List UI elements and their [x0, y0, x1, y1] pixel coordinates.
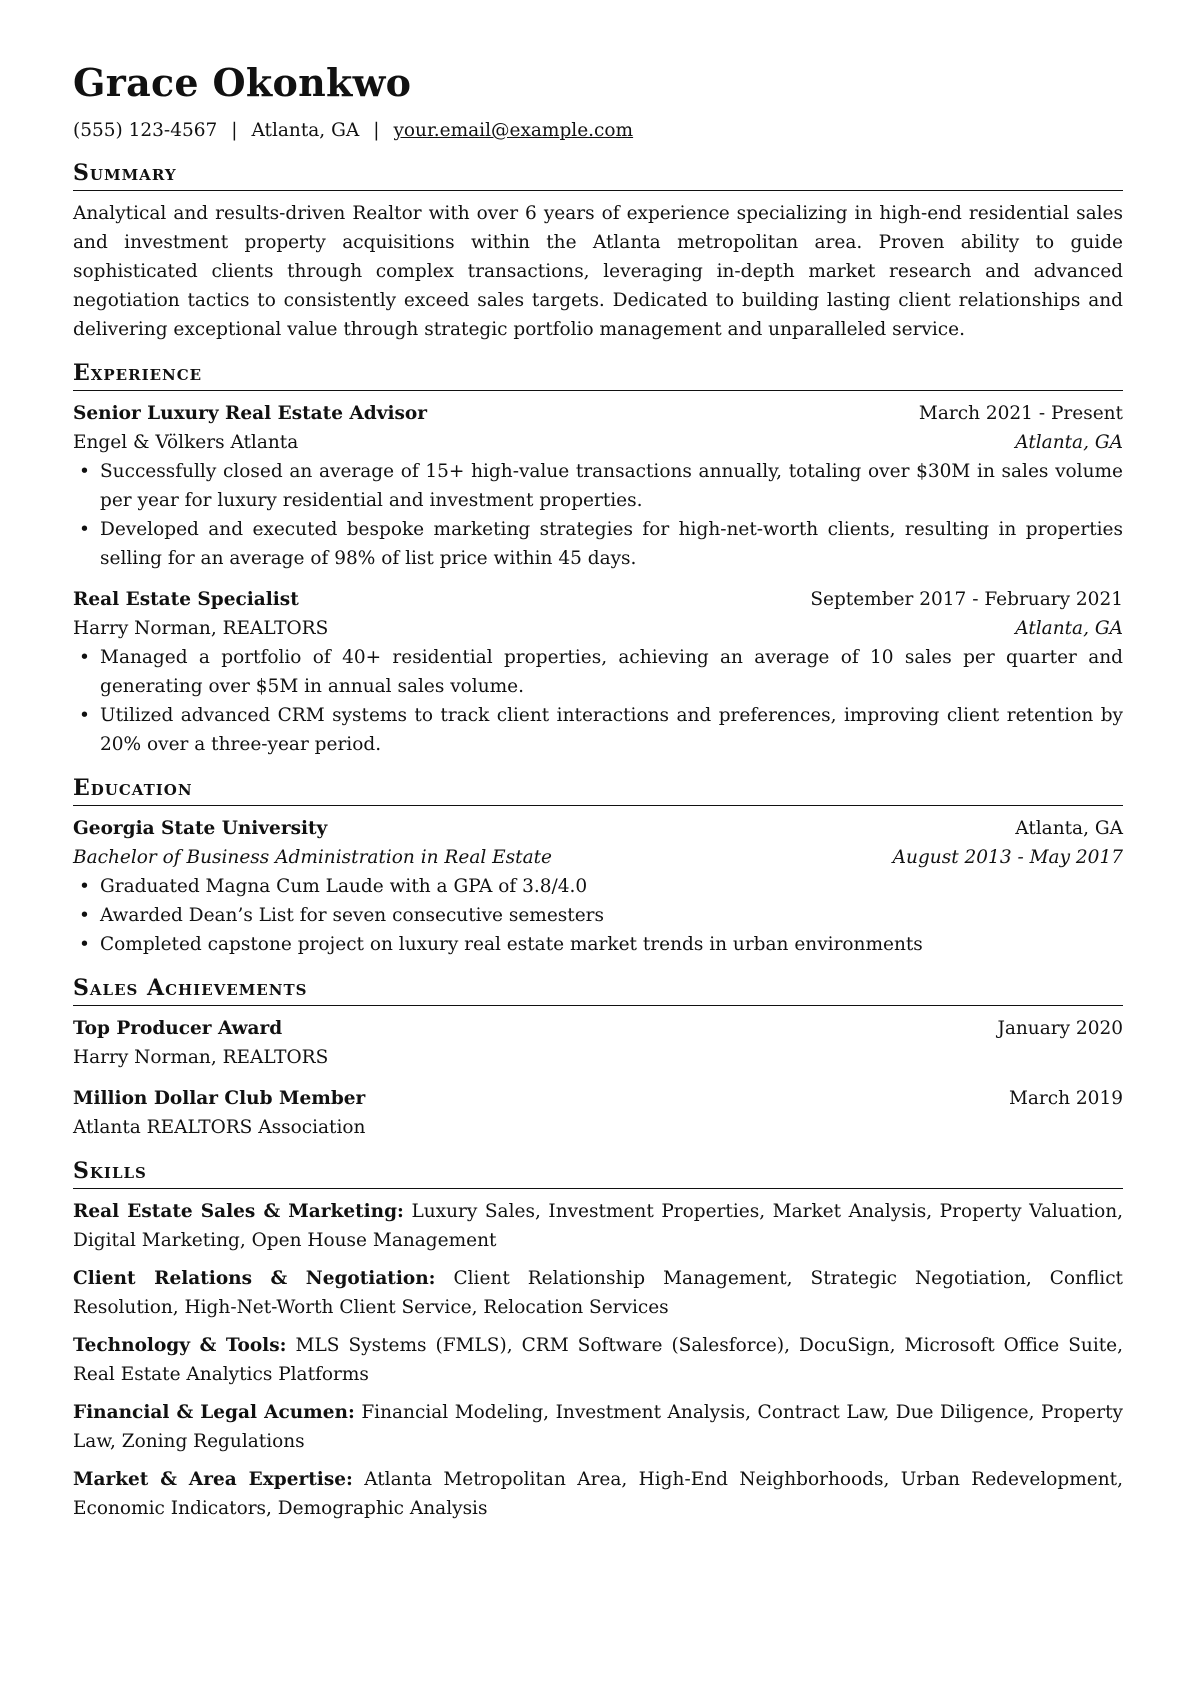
- achievement-date: January 2020: [997, 1018, 1123, 1039]
- skill-group: [73, 1197, 1123, 1255]
- school-name: Georgia State University: [73, 818, 328, 839]
- skill-group-items: Atlanta Metropolitan Area, High-End Neighborhoods, Urban Redevelopment, Economic Indicators, Demographic Analysis: [73, 1469, 1123, 1519]
- contact-separator: |: [231, 120, 238, 141]
- contact-separator: |: [373, 120, 380, 141]
- degree-name: Bachelor of Business Administration in Real Estate: [73, 847, 552, 868]
- skill-group: [73, 1331, 1123, 1389]
- bullet-item: • Graduated Magna Cum Laude with a GPA of 3.8/4.0: [73, 872, 1123, 901]
- job-title: Real Estate Specialist: [73, 589, 299, 610]
- job-title: Senior Luxury Real Estate Advisor: [73, 403, 427, 424]
- achievement-header-row: [73, 1014, 1123, 1043]
- section-title-education: Education: [73, 773, 1123, 806]
- experience-header-row: [73, 399, 1123, 428]
- bullet-item: • Successfully closed an average of 15+ high-value transactions annually, totaling over $30M in sales volume per year for luxury residential and investment properties.: [73, 457, 1123, 515]
- experience-entry: [73, 399, 1123, 573]
- achievement-date: March 2019: [1008, 1088, 1123, 1109]
- contact-location: Atlanta, GA: [251, 120, 360, 141]
- skill-group-label: Financial & Legal Acumen:: [73, 1402, 355, 1423]
- summary-text: Analytical and results-driven Realtor with over 6 years of experience specializing in high-end residential sales and investment property acquisitions within the Atlanta metropolitan area. Proven ability to guide sophisticated clients through complex transactions, leveraging in-depth market research and advanced negotiation tactics to consistently exceed sales targets. Dedicated to building lasting client relationships and delivering exceptional value through strategic portfolio management and unparalleled service.: [73, 203, 1123, 340]
- experience-subheader-row: [73, 428, 1123, 457]
- section-title-achievements: Sales Achievements: [73, 973, 1123, 1006]
- company-name: Harry Norman, REALTORS: [73, 618, 329, 639]
- skill-group-items: MLS Systems (FMLS), CRM Software (Salesforce), DocuSign, Microsoft Office Suite, Real Estate Analytics Platforms: [73, 1335, 1124, 1385]
- skill-group: [73, 1264, 1123, 1322]
- job-dates: September 2017 - February 2021: [810, 589, 1123, 610]
- skill-group-items: Client Relationship Management, Strategic Negotiation, Conflict Resolution, High-Net-Worth Client Service, Relocation Services: [73, 1268, 1123, 1318]
- achievement-entry: [73, 1084, 1123, 1142]
- achievement-name: Million Dollar Club Member: [73, 1088, 366, 1109]
- education-dates: August 2013 - May 2017: [892, 847, 1123, 868]
- skill-group: [73, 1465, 1123, 1523]
- job-location: Atlanta, GA: [1015, 618, 1123, 639]
- achievement-header-row: [73, 1084, 1123, 1113]
- bullet-item: • Managed a portfolio of 40+ residential properties, achieving an average of 10 sales per quarter and generating over $5M in annual sales volume.: [73, 643, 1123, 701]
- bullet-item: • Developed and executed bespoke marketing strategies for high-net-worth clients, resulting in properties selling for an average of 98% of list price within 45 days.: [73, 515, 1123, 573]
- candidate-name: Grace Okonkwo: [73, 60, 412, 105]
- job-location: Atlanta, GA: [1015, 432, 1123, 453]
- contact-line: [73, 118, 1123, 144]
- achievement-entry: [73, 1014, 1123, 1072]
- section-title-skills: Skills: [73, 1156, 1123, 1189]
- education-entry: [73, 814, 1123, 959]
- experience-header-row: [73, 585, 1123, 614]
- bullet-item: • Utilized advanced CRM systems to track client interactions and preferences, improving client retention by 20% over a three-year period.: [73, 701, 1123, 759]
- education-subheader-row: [73, 843, 1123, 872]
- achievement-org-row: [73, 1043, 1123, 1072]
- skill-group-label: Technology & Tools:: [73, 1335, 287, 1356]
- bullet-item: • Completed capstone project on luxury real estate market trends in urban environments: [73, 930, 1123, 959]
- school-location: Atlanta, GA: [1015, 818, 1123, 839]
- skill-group-label: Real Estate Sales & Marketing:: [73, 1201, 404, 1222]
- job-dates: March 2021 - Present: [918, 403, 1123, 424]
- experience-entry: [73, 585, 1123, 759]
- skill-group-label: Client Relations & Negotiation:: [73, 1268, 436, 1289]
- email-link[interactable]: your.email@example.com: [393, 120, 634, 141]
- experience-subheader-row: [73, 614, 1123, 643]
- skill-group-items: Luxury Sales, Investment Properties, Market Analysis, Property Valuation, Digital Marketing, Open House Management: [73, 1201, 1124, 1251]
- section-title-summary: Summary: [73, 158, 1123, 191]
- company-name: Engel & Völkers Atlanta: [73, 432, 299, 453]
- bullet-item: • Awarded Dean’s List for seven consecutive semesters: [73, 901, 1123, 930]
- phone-number: (555) 123-4567: [73, 120, 218, 141]
- achievement-org: Harry Norman, REALTORS: [73, 1047, 329, 1068]
- education-header-row: [73, 814, 1123, 843]
- skill-group-items: Financial Modeling, Investment Analysis, Contract Law, Due Diligence, Property Law, Zoning Regulations: [73, 1402, 1123, 1452]
- skill-group-label: Market & Area Expertise:: [73, 1469, 353, 1490]
- resume-page: [73, 60, 1123, 1523]
- section-title-experience: Experience: [73, 358, 1123, 391]
- achievement-org: Atlanta REALTORS Association: [73, 1117, 366, 1138]
- education-bullets: [73, 872, 1123, 959]
- skill-group: [73, 1398, 1123, 1456]
- experience-bullets: [73, 457, 1123, 573]
- achievement-org-row: [73, 1113, 1123, 1142]
- experience-bullets: [73, 643, 1123, 759]
- achievement-name: Top Producer Award: [73, 1018, 283, 1039]
